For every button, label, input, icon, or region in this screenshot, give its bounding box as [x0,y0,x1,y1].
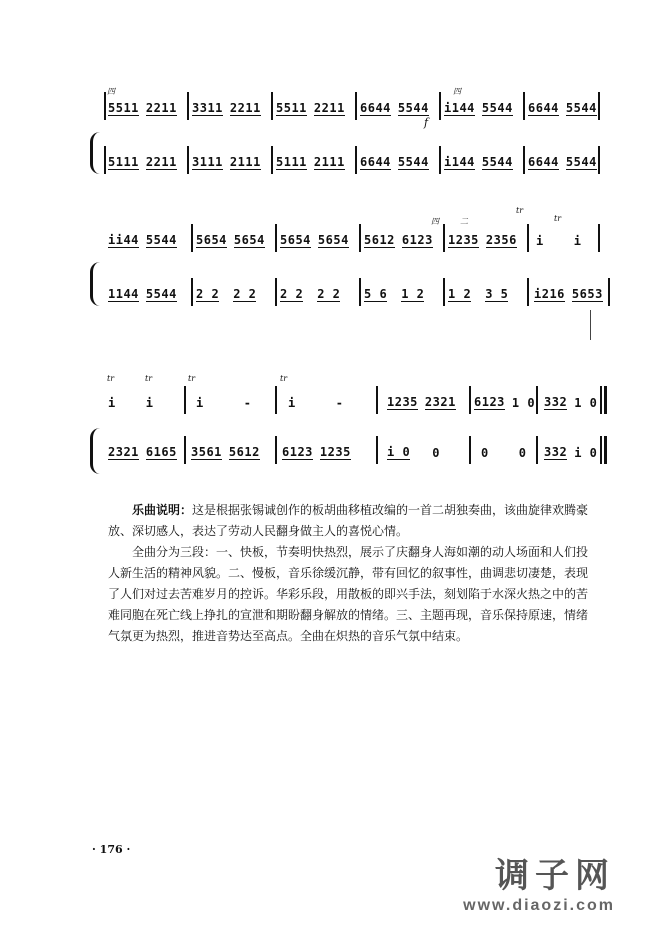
note-group: 2321 [108,445,139,459]
measure [280,280,347,310]
note-group: 5544 [397,101,429,115]
note-group: - [335,395,344,410]
barline [439,146,441,174]
note-group: i 0 [574,445,598,460]
note-group: 5612 [228,445,260,459]
measure [191,438,267,468]
barline [355,92,357,120]
measure [192,94,268,124]
description-body: 这是根据张锡诚创作的板胡曲移植改编的一首二胡独奏曲，该曲旋律欢腾豪放、深切感人，表达了劳动人民翻身做主人的喜悦心情。 [108,503,589,538]
note-group: i216 [534,287,565,301]
note-group: 2211 [229,101,261,115]
trill-mark: tr [107,374,115,383]
measure [534,280,610,310]
trill-mark: tr [280,374,288,383]
page-number: · 176 · [92,843,131,856]
measure [474,388,542,418]
note-group: 5111 [276,155,307,169]
note-group: i [145,395,154,410]
barline [104,146,106,174]
barline [271,92,273,120]
note-group: 0 [432,445,440,460]
note-group: i144 [444,101,475,115]
margin-mark [590,310,591,340]
measure [196,280,263,310]
measure [196,226,272,256]
fingering-mark: 四 [453,87,461,96]
barline [469,436,471,464]
measure [196,388,258,418]
note-group: 5544 [481,155,513,169]
note-group: 5544 [565,155,597,169]
note-group: 5511 [108,101,139,115]
fingering-mark: 二 [460,217,468,226]
note-group: 5654 [280,233,311,247]
note-group: ii44 [108,233,139,247]
barline [275,224,277,252]
note-group: 3311 [192,101,223,115]
note-group: 2211 [313,101,345,115]
barline [355,146,357,174]
trill-mark: tr [516,206,524,215]
note-group: 2211 [145,101,177,115]
barline [527,278,529,306]
note-group: 2111 [229,155,261,169]
barline [523,92,525,120]
note-group: 1235 [387,395,418,409]
system-brace [90,132,103,174]
measure [108,438,184,468]
note-group: i [573,233,582,248]
barline [271,146,273,174]
note-group: 2 2 [196,287,220,301]
barline [536,436,538,464]
note-group: i [288,395,296,410]
note-group: 5544 [481,101,513,115]
measure [282,438,358,468]
barline [275,386,277,414]
measure [192,148,268,178]
measure [108,94,184,124]
description-paragraph [108,500,598,542]
barline [600,386,602,414]
lower-staff [104,280,603,310]
measure [387,388,463,418]
barline [598,224,600,252]
description-lead: 乐曲说明： [132,503,193,517]
note-group: 1 0 [511,395,536,410]
barline [104,92,106,120]
measure [276,148,352,178]
note-group: 1 2 [401,287,425,301]
note-group: 2211 [145,155,177,169]
barline [275,278,277,306]
measure [280,226,356,256]
note-group: 3 5 [485,287,509,301]
note-group: 6644 [528,155,559,169]
note-group: 3561 [191,445,222,459]
note-group: 2 2 [233,287,257,301]
measure [108,226,184,256]
barline [608,278,610,306]
note-group: 6123 [474,395,505,409]
upper-staff [104,388,600,418]
note-group: 6644 [360,101,391,115]
barline [536,386,538,414]
barline [359,224,361,252]
barline [600,436,602,464]
fingering-mark: 四 [431,217,439,226]
note-group: 6123 [401,233,433,247]
barline [376,386,378,414]
note-group: 5654 [196,233,227,247]
note-group: 5544 [145,233,177,247]
note-group: 5544 [565,101,597,115]
barline [439,92,441,120]
measure [108,148,184,178]
barline [275,436,277,464]
note-group: 2111 [313,155,345,169]
barline [191,224,193,252]
note-group: 5 6 [364,287,388,301]
measure [444,148,520,178]
measure [544,438,604,468]
barline [598,146,600,174]
upper-staff [104,94,600,124]
measure [387,438,447,468]
watermark-name: 调子网 [495,856,615,896]
watermark-url: www.diaozi.com [463,897,615,914]
note-group: 332 [544,395,568,409]
measure [108,280,184,310]
upper-staff [104,226,600,256]
note-group: 5544 [397,155,429,169]
lower-staff [104,148,600,178]
note-group: - [243,395,252,410]
measure [364,280,431,310]
barline [359,278,361,306]
barline [443,278,445,306]
measure [360,94,436,124]
system-brace [90,262,103,306]
system-brace [90,428,103,474]
note-group: 5654 [317,233,349,247]
site-watermark [463,855,615,915]
fingering-mark: 四 [107,87,115,96]
note-group: 0 [481,445,489,460]
note-group: 6644 [528,101,559,115]
measure [448,280,515,310]
note-group: 2321 [424,395,456,409]
note-group: 1235 [448,233,479,247]
note-group: 5612 [364,233,395,247]
measure [448,226,524,256]
barline [184,386,186,414]
note-group: i144 [444,155,475,169]
measure [364,226,440,256]
description-paragraph: 全曲分为三段：一、快板，节奏明快热烈，展示了庆翻身人海如潮的动人场面和人们投人新生活的精神风貌。二、慢板，音乐徐缓沉静，带有回忆的叙事性，曲调悲切凄楚，表现了人们对过去苦难岁月的控诉。华彩乐段，用散板的即兴手法，刻划陷于水深火热之中的苦难同胞在死亡线上挣扎的宣泄和期盼翻身解放的情绪。三、主题再现，音乐保持原速，情绪气氛更为热烈，推进音势达至高点。全曲在炽热的音乐气氛中结束。 [108,545,589,643]
note-group: 2356 [485,233,517,247]
trill-mark: tr [145,374,153,383]
measure [528,94,604,124]
measure [481,438,533,468]
note-group: 1 0 [574,395,598,410]
music-description [108,500,598,647]
note-group: 1235 [319,445,351,459]
measure [108,388,160,418]
note-group: 5544 [145,287,177,301]
measure [536,226,588,256]
note-group: 1 2 [448,287,472,301]
note-group: i [108,395,116,410]
note-group: 5653 [571,287,603,301]
trill-mark: tr [554,214,562,223]
barline [443,224,445,252]
barline [187,146,189,174]
note-group: i [196,395,204,410]
note-group: 6165 [145,445,177,459]
measure [528,148,604,178]
barline [527,224,529,252]
note-group: 0 [518,445,527,460]
note-group: i 0 [387,445,411,459]
note-group: 332 [544,445,568,459]
note-group: 2 2 [317,287,341,301]
trill-mark: tr [188,374,196,383]
barline [598,92,600,120]
note-group: 2 2 [280,287,304,301]
note-group: 1144 [108,287,139,301]
measure [360,148,436,178]
note-group: i [536,233,544,248]
measure [444,94,520,124]
note-group: 6123 [282,445,313,459]
note-group: 5111 [108,155,139,169]
measure [288,388,350,418]
barline [191,278,193,306]
note-group: 5654 [233,233,265,247]
barline [523,146,525,174]
note-group: 3111 [192,155,223,169]
note-group: 6644 [360,155,391,169]
note-group: 5511 [276,101,307,115]
lower-staff [104,438,600,468]
barline [187,92,189,120]
dynamic-mark: f [424,116,429,129]
barline [469,386,471,414]
measure [544,388,604,418]
barline [184,436,186,464]
barline [376,436,378,464]
measure [276,94,352,124]
